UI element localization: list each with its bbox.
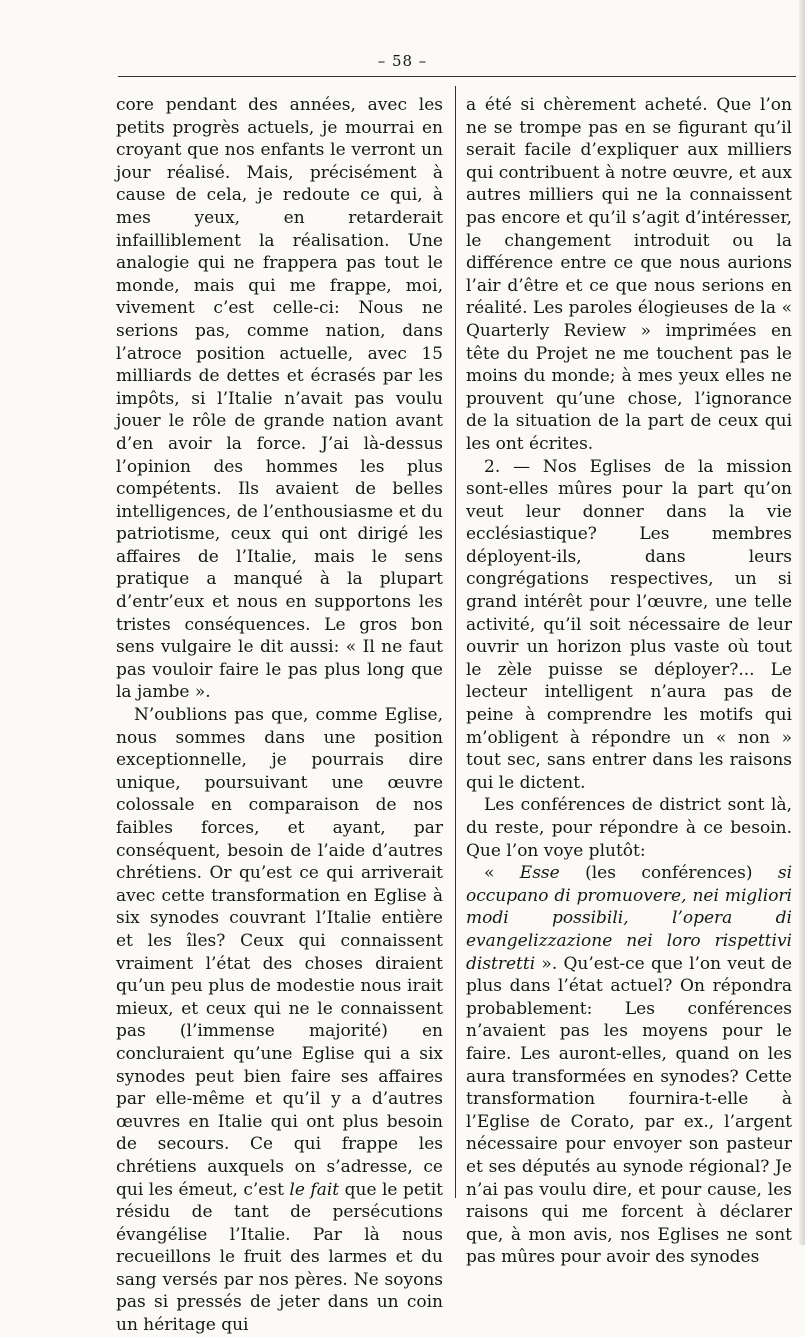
right-paragraph-4 — [466, 862, 792, 1269]
quote-paren: (les conférences) — [585, 863, 753, 884]
header-rule — [118, 76, 796, 77]
left-paragraph-2-italic: le fait — [289, 1179, 340, 1200]
left-paragraph-2-text: N’oublions pas que, comme Eglise, nous sommes dans une position exceptionnelle, je pourrais dire unique, poursuivant une œuvre colossale en comparaison de nos faibles forces, et ayant, par conséquent, besoin de l’aide d’autres chrétiens. Or qu’est ce qui arriverait avec cette transformation en Eglise à six synodes couvrant l’Italie entière et les îles? Ceux qui connaissent vraiment l’état des choses diraient qu’un peu plus de modestie nous irait mieux, et ceux qui ne le connaissent pas (l’immense majorité) en concluraient qu’une Eglise qui a six synodes peut bien faire ses affaires par elle-même et qu’il y a d’autres œuvres en Italie qui ont plus besoin de secours. Ce qui frappe les chrétiens auxquels on s’adresse, ce qui les émeut, c’est — [116, 705, 443, 1200]
quote-italian: si occupano di promuovere, nei migliori modi possibili, l’opera di evangelizzazione nei loro rispettivi distretti — [466, 863, 793, 974]
right-paragraph-4-rest: ». Qu’est-ce que l’on veut de plus dans l’état actuel? On répondra probablement: Les conférences n’avaient pas les moyens pour le faire. Les auront-elles, quand on les aura transformées en synodes? Cette transformation fournira-t-elle à l’Eglise de Corato, par ex., l’argent nécessaire pour envoyer son pasteur et ses députés au synode régional? Je n’ai pas voulu dire, et pour cause, les raisons qui me forcent à déclarer que, à mon avis, nos Eglises ne sont pas mûres pour avoir des synodes — [466, 953, 792, 1268]
left-column — [116, 94, 443, 1337]
column-divider — [455, 86, 456, 1198]
right-paragraph-3: Les conférences de district sont là, du reste, pour répondre à ce besoin. Que l’on voye plutôt: — [466, 795, 792, 861]
quote-esse: Esse — [519, 863, 560, 884]
right-paragraph-1: a été si chèrement acheté. Que l’on ne se trompe pas en se figurant qu’il serait facile d’expliquer aux milliers qui contribuent à notre œuvre, et aux autres milliers qui ne la connaissent pas encore et qu’il s’agit d’intéresser, le changement introduit ou la différence entre ce que nous aurions l’air d’être et ce que nous serions en réalité. Les paroles élogieuses de la « Quarterly Review » imprimées en tête du Projet ne me touchent pas le moins du monde; à mes yeux elles ne prouvent qu’une chose, l’ignorance de la situation de la part de ceux qui les ont écrites. — [466, 95, 792, 454]
right-paragraph-2: 2. — Nos Eglises de la mission sont-elles mûres pour la part qu’on veut leur donner dans la vie ecclésiastique? Les membres déployent-ils, dans leurs congrégations respectives, un si grand intérêt pour l’œuvre, une telle activité, qu’il soit nécessaire de leur ouvrir un horizon plus vaste où tout le zèle puisse se déployer?... Le lecteur intelligent n’aura pas de peine à comprendre les motifs qui m’obligent à répondre un « non » tout sec, sans entrer dans les raisons qui le dictent. — [466, 456, 792, 793]
left-paragraph-2 — [116, 704, 443, 1337]
quote-open: « — [484, 863, 495, 884]
page-number: – 58 – — [377, 52, 428, 70]
left-paragraph-1: core pendant des années, avec les petits progrès actuels, je mourrai en croyant que nos enfants le verront un jour réalisé. Mais, précisément à cause de cela, je redoute ce qui, à mes yeux, en retarderait infailliblement la réalisation. Une analogie qui ne frappera pas tout le monde, mais qui me frappe, moi, vivement c’est celle-ci: Nous ne serions pas, comme nation, dans l’atroce position actuelle, avec 15 milliards de dettes et écrasés par les impôts, si l’Italie n’avait pas voulu jouer le rôle de grande nation avant d’en avoir la force. J’ai là-dessus l’opinion des hommes les plus compétents. Ils avaient de belles intelligences, de l’enthousiasme et du patriotisme, ceux qui ont dirigé les affaires de l’Italie, mais le sens pratique a manqué à la plupart d’entr’eux et nous en supportons les tristes conséquences. Le gros bon sens vulgaire le dit aussi: « Il ne faut pas vouloir faire le pas plus long que la jambe ». — [116, 95, 443, 703]
page-edge — [799, 0, 805, 1245]
left-paragraph-2-end: que le petit résidu de tant de persécutions évangélise l’Italie. Par là nous recueillons le fruit des larmes et du sang versés par nos pères. Ne soyons pas si pressés de jeter dans un coin un héritage qui — [116, 1179, 444, 1336]
right-column — [466, 94, 792, 1269]
